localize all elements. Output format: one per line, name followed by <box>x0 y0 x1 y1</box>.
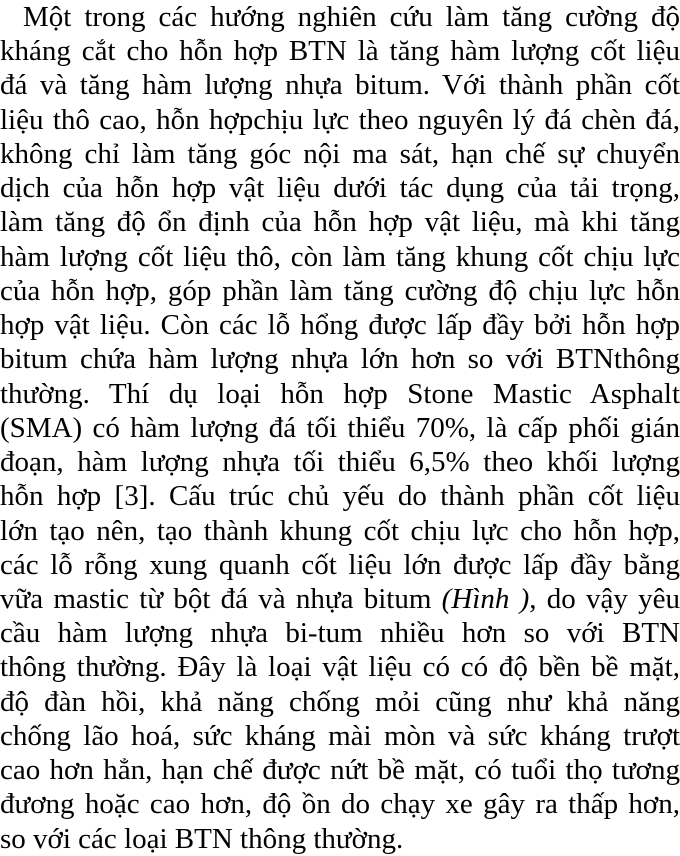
text-line-25: so với các loại BTN thông thường. <box>0 822 404 855</box>
text-line-18 <box>0 582 680 616</box>
text-line-19: cầu hàm lượng nhựa bi-tum nhiều hơn so với BTN <box>0 617 680 650</box>
text-line-5: không chỉ làm tăng góc nội ma sát, hạn chế sự chuyển <box>0 137 680 170</box>
text-line-16: lớn tạo nên, tạo thành khung cốt chịu lực cho hỗn hợp, <box>0 514 680 547</box>
text-line-14: đoạn, hàm lượng nhựa tối thiểu 6,5% theo khối lượng <box>0 446 680 479</box>
text-line-11: bitum chứa hàm lượng nhựa lớn hơn so với BTNthông <box>0 343 680 376</box>
figure-reference: (Hình ) <box>441 582 530 615</box>
text-line-1: Một trong các hướng nghiên cứu làm tăng cường độ <box>23 1 680 33</box>
text-line-10: hợp vật liệu. Còn các lỗ hổng được lấp đầy bởi hỗn hợp <box>0 309 680 342</box>
text-line-21: độ đàn hồi, khả năng chống mỏi cũng như khả năng <box>0 685 680 718</box>
text-line-3: đá và tăng hàm lượng nhựa bitum. Với thành phần cốt <box>0 69 680 102</box>
text-line-20: thông thường. Đây là loại vật liệu có có độ bền bề mặt, <box>0 651 680 684</box>
text-line-22: chống lão hoá, sức kháng mài mòn và sức kháng trượt <box>0 719 680 752</box>
text-run-before: vữa mastic từ bột đá và nhựa bitum <box>0 582 442 615</box>
text-line-9: của hỗn hợp, góp phần làm tăng cường độ chịu lực hỗn <box>0 274 680 307</box>
text-line-17: các lỗ rỗng xung quanh cốt liệu lớn được lấp đầy bằng <box>0 548 680 581</box>
text-run-after: , do vậy yêu <box>529 582 680 615</box>
text-line-23: cao hơn hẳn, hạn chế được nứt bề mặt, có tuổi thọ tương <box>0 754 680 787</box>
text-line-4: liệu thô cao, hỗn hợpchịu lực theo nguyên lý đá chèn đá, <box>0 103 680 136</box>
text-line-7: làm tăng độ ổn định của hỗn hợp vật liệu, mà khi tăng <box>0 206 680 239</box>
text-line-2: kháng cắt cho hỗn hợp BTN là tăng hàm lượng cốt liệu <box>0 35 680 68</box>
text-line-8: hàm lượng cốt liệu thô, còn làm tăng khung cốt chịu lực <box>0 240 680 273</box>
text-line-24: đương hoặc cao hơn, độ ồn do chạy xe gây ra thấp hơn, <box>0 788 680 821</box>
text-line-12: thường. Thí dụ loại hỗn hợp Stone Mastic Asphalt <box>0 377 680 410</box>
text-line-15: hỗn hợp [3]. Cấu trúc chủ yếu do thành phần cốt liệu <box>0 480 680 513</box>
text-line-6: dịch của hỗn hợp vật liệu dưới tác dụng của tải trọng, <box>0 172 680 205</box>
text-line-13: (SMA) có hàm lượng đá tối thiểu 70%, là cấp phối gián <box>0 411 680 444</box>
